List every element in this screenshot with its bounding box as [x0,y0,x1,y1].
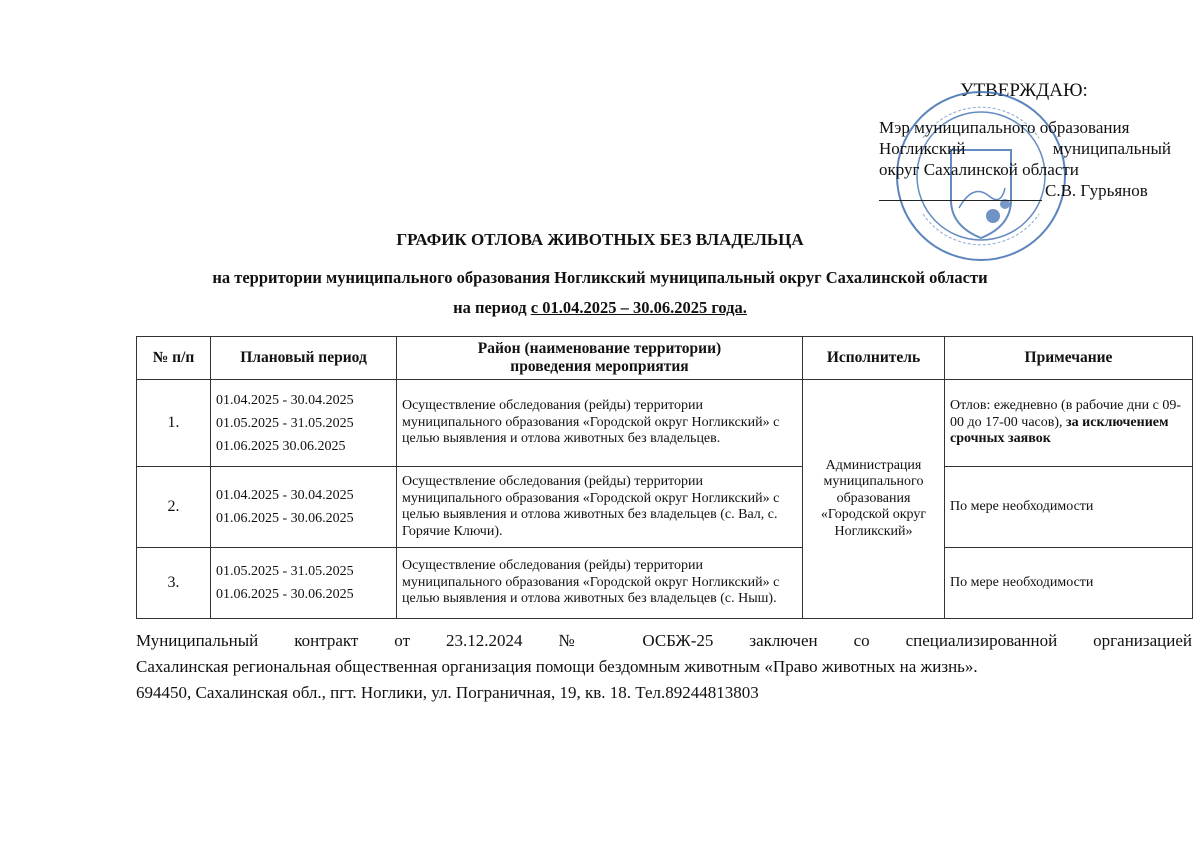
note-bold: за исключением срочных заявок [950,414,1169,447]
approval-line-1: Мэр муниципального образования [879,118,1130,137]
row-periods: 01.05.2025 - 31.05.2025 01.06.2025 - 30.06.2025 [211,548,397,619]
header-district: Район (наименование территории) проведения мероприятия [397,337,803,380]
header-num: № п/п [137,337,211,380]
signature-blank [879,183,1042,201]
row-district: Осуществление обследования (рейды) территории муниципального образования «Городской округ Ногликский» с целью выявления и отлова животных без владельцев (с. Вал, с. Горячие Ключи). [397,467,803,548]
contract-line-1: Муниципальный контракт от 23.12.2024 № ОСБЖ-25 заключен со специализированной организацией [136,631,1192,650]
table-header-row [137,337,1193,380]
document-title: ГРАФИК ОТЛОВА ЖИВОТНЫХ БЕЗ ВЛАДЕЛЬЦА [396,230,804,249]
approval-line-2: Ногликский муниципальный [879,139,1171,158]
schedule-table [136,336,1193,619]
header-executor: Исполнитель [803,337,945,380]
contract-info [136,628,1192,706]
signer-name: С.В. Гурьянов [1045,181,1148,200]
approval-block [879,117,1171,201]
row-note: По мере необходимости [945,467,1193,548]
header-period: Плановый период [211,337,397,380]
table-row [137,548,1193,619]
row-note: Отлов: ежедневно (в рабочие дни с 09-00 до 17-00 часов), за исключением срочных заявок [945,380,1193,467]
approval-title: УТВЕРЖДАЮ: [960,80,1088,101]
row-periods: 01.04.2025 - 30.04.2025 01.05.2025 - 31.05.2025 01.06.2025 30.06.2025 [211,380,397,467]
executor-cell: Администрация муниципального образования «Городской округ Ногликский» [803,380,945,619]
row-num: 3. [137,548,211,619]
approval-line-3: округ Сахалинской области [879,160,1079,179]
header-note: Примечание [945,337,1193,380]
row-periods: 01.04.2025 - 30.04.2025 01.06.2025 - 30.06.2025 [211,467,397,548]
contract-line-3: 694450, Сахалинская обл., пгт. Ноглики, ул. Пограничная, 19, кв. 18. Тел.89244813803 [136,683,759,702]
period-prefix: на период [453,298,527,317]
row-district: Осуществление обследования (рейды) территории муниципального образования «Городской округ Ногликский» с целью выявления и отлова животных без владельцев. [397,380,803,467]
row-num: 2. [137,467,211,548]
table-row [137,380,1193,467]
period-range: с 01.04.2025 – 30.06.2025 года. [530,298,747,317]
document-subtitle: на территории муниципального образования Ногликский муниципальный округ Сахалинской области [212,268,988,287]
document-period [0,298,1200,318]
signature-line [879,180,1171,201]
row-note: По мере необходимости [945,548,1193,619]
table-row [137,467,1193,548]
row-num: 1. [137,380,211,467]
contract-line-2: Сахалинская региональная общественная организация помощи бездомным животным «Право животных на жизнь». [136,657,978,676]
row-district: Осуществление обследования (рейды) территории муниципального образования «Городской округ Ногликский» с целью выявления и отлова животных без владельцев (с. Ныш). [397,548,803,619]
